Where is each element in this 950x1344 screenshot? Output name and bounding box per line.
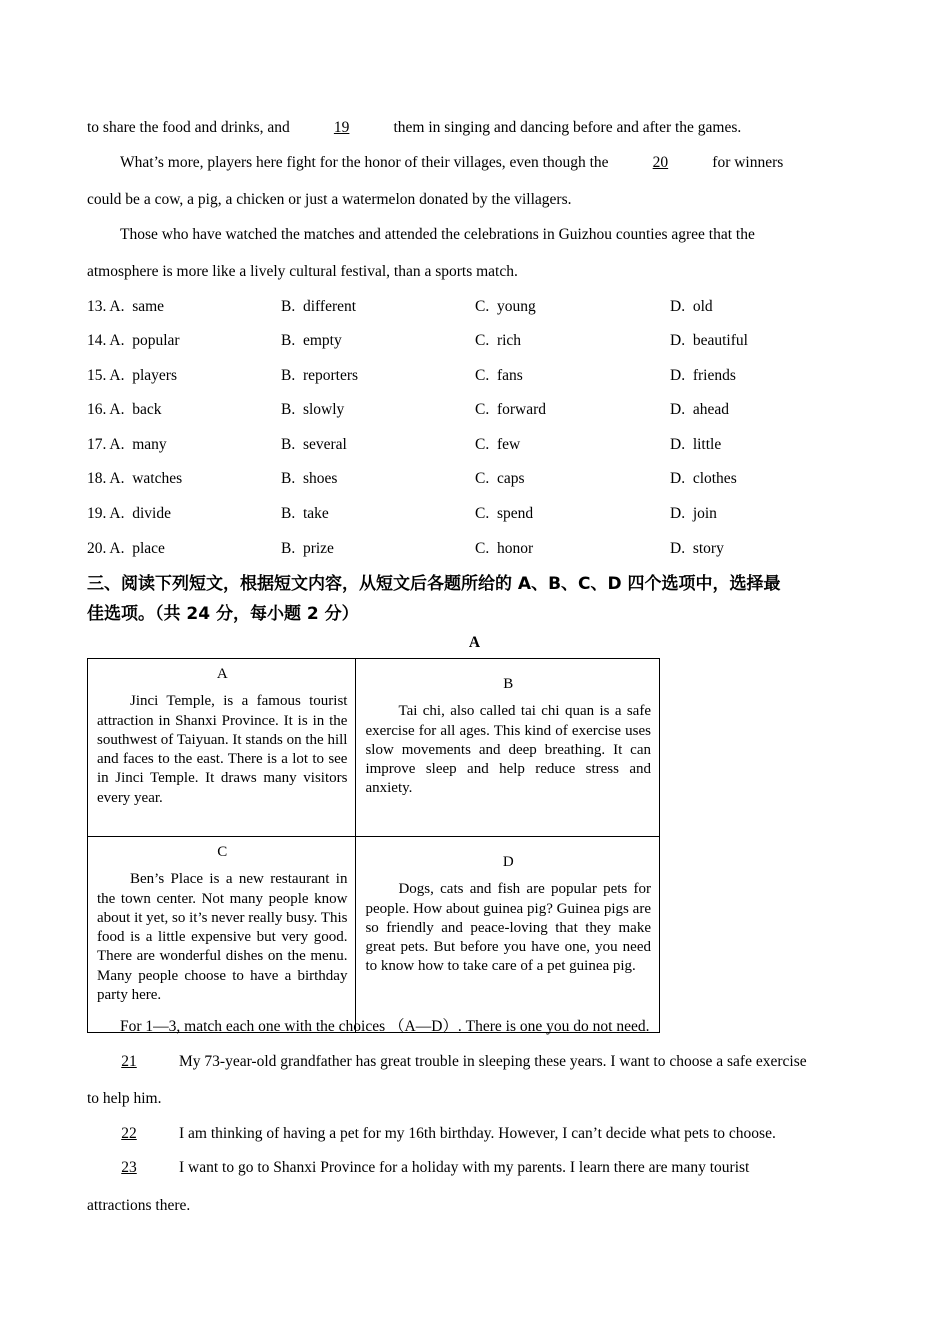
option-row: [87, 435, 867, 455]
option-a: 20. A. place: [87, 540, 165, 557]
passage-text: What’s more, players here fight for the honor of their villages, even though the: [120, 154, 609, 171]
option-a: 14. A. popular: [87, 332, 180, 349]
option-c: C. rich: [475, 332, 522, 349]
passage-line: atmosphere is more like a lively cultural festival, than a sports match.: [87, 263, 518, 280]
passage-text: them in singing and dancing before and after the games.: [393, 119, 742, 136]
cell-text: Jinci Temple, is a famous tourist attraction in Shanxi Province. It is in the southwest of Taiyuan. It stands on the hill and faces to the east. There is a lot to see in Jinci Temple. It draws many visitors every year.: [97, 693, 348, 806]
option-b: B. slowly: [281, 401, 345, 418]
passage-grid: [87, 658, 660, 1033]
option-b: B. prize: [281, 540, 334, 557]
option-row: [87, 400, 867, 420]
option-row: [87, 539, 867, 559]
option-d: D. old: [670, 298, 713, 315]
passage-line: [120, 153, 783, 173]
passage-line: Those who have watched the matches and attended the celebrations in Guizhou counties agree that the: [120, 226, 755, 243]
question-text: I want to go to Shanxi Province for a holiday with my parents. I learn there are many tourist: [179, 1159, 750, 1176]
cell-a: [88, 659, 356, 837]
option-c: C. spend: [475, 505, 534, 522]
cell-d: [356, 837, 660, 1033]
option-c: C. few: [475, 436, 521, 453]
option-c: C. honor: [475, 540, 534, 557]
option-row: [87, 469, 867, 489]
question-text: My 73-year-old grandfather has great trouble in sleeping these years. I want to choose a safe exercise: [179, 1053, 807, 1070]
option-d: D. clothes: [670, 470, 737, 487]
answer-blank: 22: [121, 1125, 137, 1142]
instructions: For 1—3, match each one with the choices （A—D）. There is one you do not need.: [120, 1018, 650, 1035]
option-b: B. reporters: [281, 367, 359, 384]
cell-label: C: [217, 844, 228, 860]
passage-line: [87, 118, 741, 138]
passage-line: could be a cow, a pig, a chicken or just a watermelon donated by the villagers.: [87, 191, 572, 208]
question-21: [87, 1052, 807, 1072]
cell-text: Ben’s Place is a new restaurant in the town center. Not many people know about it yet, so it’s never really busy. This food is a little expensive but very good. There are wonderful dishes on the menu. Many people choose to have a birthday party here.: [97, 871, 348, 1004]
option-b: B. different: [281, 298, 357, 315]
cell-label: A: [216, 666, 228, 682]
option-a: 16. A. back: [87, 401, 162, 418]
answer-blank: 21: [121, 1053, 137, 1070]
option-row: [87, 331, 867, 351]
passage-title: A: [468, 634, 481, 651]
cell-c: [88, 837, 356, 1033]
question-text: I am thinking of having a pet for my 16th birthday. However, I can’t decide what pets to choose.: [179, 1125, 776, 1142]
option-b: B. take: [281, 505, 329, 522]
option-row: [87, 297, 867, 317]
option-row: [87, 504, 867, 524]
option-a: 17. A. many: [87, 436, 167, 453]
cell-text: Dogs, cats and fish are popular pets for people. How about guinea pig? Guinea pigs are so friendly and peace-loving that they make great pets. But before you have one, you need to know how to take care of a pet guinea pig.: [365, 881, 651, 975]
option-a: 13. A. same: [87, 298, 165, 315]
question-continuation: to help him.: [87, 1090, 162, 1107]
option-c: C. caps: [475, 470, 525, 487]
blank-20: 20: [652, 154, 669, 171]
cell-b: [356, 659, 660, 837]
option-row: [87, 366, 867, 386]
option-b: B. several: [281, 436, 347, 453]
blank-19: 19: [333, 119, 350, 136]
answer-blank: 23: [121, 1159, 137, 1176]
option-a: 19. A. divide: [87, 505, 171, 522]
passage-text: to share the food and drinks, and: [87, 119, 290, 136]
option-a: 15. A. players: [87, 367, 177, 384]
cell-label: B: [503, 676, 514, 692]
option-b: B. shoes: [281, 470, 338, 487]
option-d: D. little: [670, 436, 722, 453]
option-d: D. join: [670, 505, 717, 522]
option-c: C. fans: [475, 367, 523, 384]
passage-text: for winners: [712, 154, 784, 171]
section-heading: 三、阅读下列短文，根据短文内容，从短文后各题所给的 A、B、C、D 四个选项中，选择最 佳选项。（共 24 分，每小题 2 分）: [87, 574, 781, 624]
question-23: [87, 1158, 749, 1178]
question-continuation: attractions there.: [87, 1197, 191, 1214]
cell-label: D: [502, 854, 514, 870]
option-c: C. young: [475, 298, 536, 315]
option-d: D. beautiful: [670, 332, 748, 349]
question-22: [87, 1124, 776, 1144]
cell-text: Tai chi, also called tai chi quan is a safe exercise for all ages. This kind of exercise uses slow movements and deep breathing. It can improve sleep and help reduce stress and anxiety.: [365, 703, 651, 797]
option-d: D. story: [670, 540, 724, 557]
option-d: D. ahead: [670, 401, 729, 418]
option-b: B. empty: [281, 332, 342, 349]
option-d: D. friends: [670, 367, 736, 384]
option-a: 18. A. watches: [87, 470, 183, 487]
option-c: C. forward: [475, 401, 547, 418]
